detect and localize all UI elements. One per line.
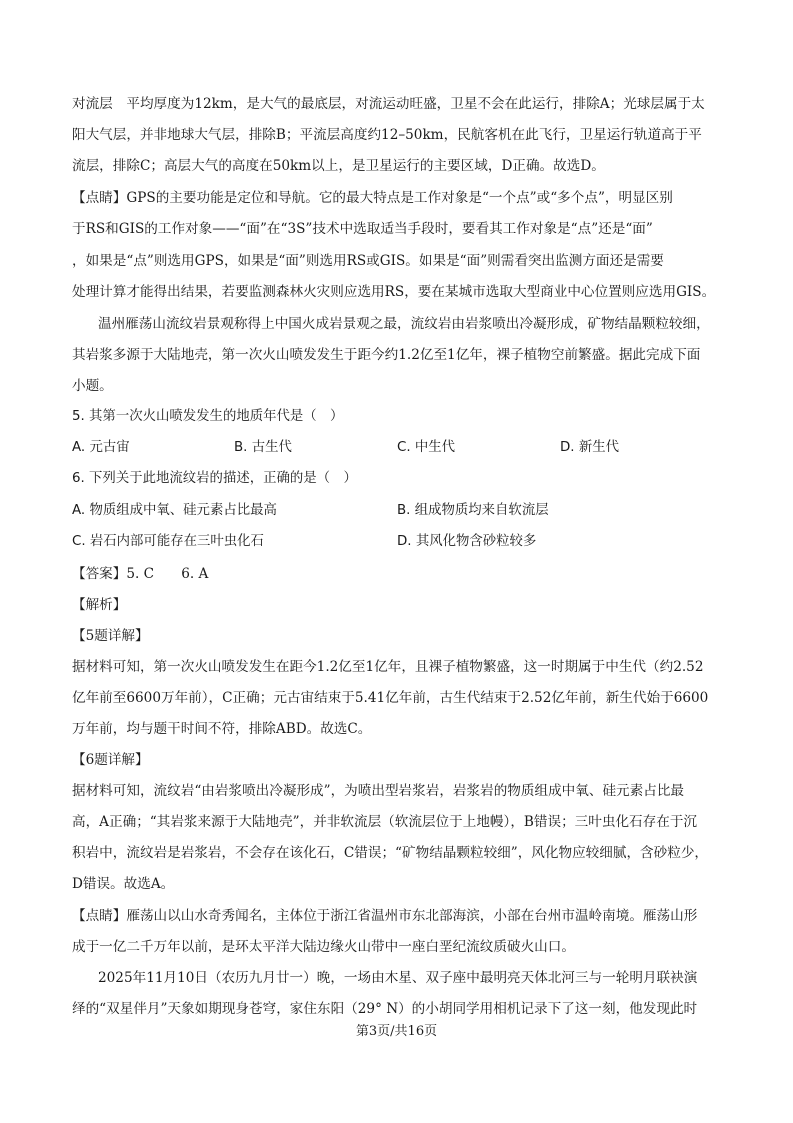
- tip-line: 【点睛】GPS的主要功能是定位和导航。它的最大特点是工作对象是“一个点”或“多个点”，明显区别: [72, 190, 673, 206]
- material-paragraph: 2025年11月10日（农历九月廿一）晚，一场由木星、双子座中最明亮天体北河三与一轮明月联袂演: [98, 970, 698, 986]
- option-5d: D. 新生代: [560, 440, 619, 455]
- text-line: 流层，排除C；高层大气的高度在50km以上，是卫星运行的主要区域，D正确。故选D。: [72, 158, 605, 174]
- page-footer: 第3页/共16页: [355, 1024, 438, 1039]
- option-6d: D. 其风化物含砂粒较多: [397, 534, 537, 549]
- detail-6-heading: 【6题详解】: [72, 752, 149, 768]
- option-5c: C. 中生代: [397, 440, 456, 455]
- tip-line: 于RS和GIS的工作对象——“面”在“3S”技术中选取适当手段时，要看其工作对象是“点”还是“面”: [72, 221, 653, 237]
- text-line: 阳大气层，并非地球大气层，排除B；平流层高度约12–50km，民航客机在此飞行，卫星运行轨道高于平: [72, 127, 702, 143]
- option-6a: A. 物质组成中氧、硅元素占比最高: [72, 503, 277, 518]
- option-6b: B. 组成物质均来自软流层: [397, 503, 549, 518]
- tip-line: ，如果是“点”则选用GPS，如果是“面”则选用RS或GIS。如果是“面”则需看突出监测方面还是需要: [72, 253, 664, 269]
- detail-6-text: 据材料可知，流纹岩“由岩浆喷出冷凝形成”，为喷出型岩浆岩，岩浆岩的物质组成中氧、硅元素占比最: [72, 783, 685, 799]
- text-line: 对流层 平均厚度为12km，是大气的最底层，对流运动旺盛，卫星不会在此运行，排除A；光球层属于太: [72, 96, 705, 112]
- tip-line: 【点睛】雁荡山以山水奇秀闻名，主体位于浙江省温州市东北部海滨，小部在台州市温岭南境。雁荡山形: [72, 908, 698, 924]
- tip-line: 成于一亿二千万年以前，是环太平洋大陆边缘火山带中一座白垩纪流纹质破火山口。: [72, 939, 575, 955]
- answer-line: 【答案】5. C 6. A: [72, 566, 209, 582]
- detail-6-text: D错误。故选A。: [72, 876, 175, 892]
- detail-5-text: 万年前，均与题干时间不符，排除ABD。故选C。: [72, 721, 372, 737]
- detail-6-text: 高，A正确；“其岩浆来源于大陆地壳”，并非软流层（软流层位于上地幔），B错误；三叶虫化石存在于沉: [72, 814, 698, 830]
- analysis-heading: 【解析】: [72, 597, 127, 613]
- option-5b: B. 古生代: [234, 440, 292, 455]
- material-paragraph: 小题。: [72, 378, 113, 394]
- material-paragraph: 温州雁荡山流纹岩景观称得上中国火成岩景观之最，流纹岩由岩浆喷出冷凝形成，矿物结晶颗粒较细，: [98, 316, 710, 332]
- detail-5-text: 据材料可知，第一次火山喷发发生在距今1.2亿至1亿年，且裸子植物繁盛，这一时期属于中生代（约2.52: [72, 659, 704, 675]
- tip-line: 处理计算才能得出结果，若要监测森林火灾则应选用RS，要在某城市选取大型商业中心位置则应选用GIS。: [72, 284, 716, 300]
- material-paragraph: 其岩浆多源于大陆地壳，第一次火山喷发发生于距今约1.2亿至1亿年，裸子植物空前繁盛。据此完成下面: [72, 347, 701, 363]
- option-5a: A. 元古宙: [72, 440, 130, 455]
- detail-5-text: 亿年前至6600万年前），C正确；元古宙结束于5.41亿年前，古生代结束于2.52亿年前，新生代始于6600: [72, 690, 709, 706]
- detail-6-text: 积岩中，流纹岩是岩浆岩，不会存在该化石，C错误；“矿物结晶颗粒较细”，风化物应较细腻，含砂粒少，: [72, 845, 709, 861]
- question-6: 6. 下列关于此地流纹岩的描述，正确的是（ ）: [72, 471, 357, 486]
- question-5: 5. 其第一次火山喷发发生的地质年代是（ ）: [72, 409, 344, 424]
- option-6c: C. 岩石内部可能存在三叶虫化石: [72, 534, 264, 549]
- detail-5-heading: 【5题详解】: [72, 628, 149, 644]
- material-paragraph: 绎的“双星伴月”天象如期现身苍穹，家住东阳（29° N）的小胡同学用相机记录下了这一刻，他发现此时: [72, 1001, 698, 1017]
